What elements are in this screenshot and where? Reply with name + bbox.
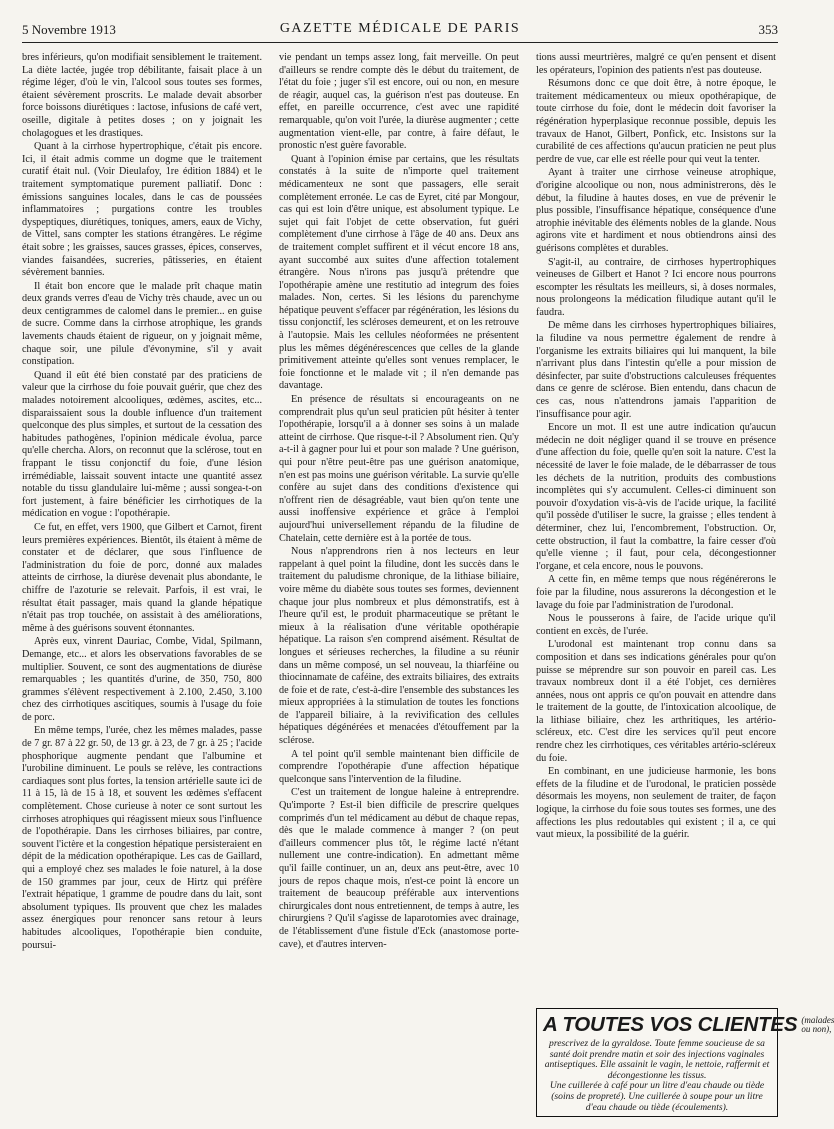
paragraph: C'est un traitement de longue haleine à entreprendre. Qu'importe ? Est-il bien difficile de prescrire quelques comprimés d'un tel médicament au début de chaque repas, dès que le malade commence à manger ? (on peut d'ailleurs commencer plus tôt, le régime lacté n'étant nullement une contre-indication). En admettant même qu'il faille continuer, un an, deux ans peut-être, avec 10 jours de repos chaque mois, n'est-ce point là encore un traitement de beaucoup préférable aux interventions chirurgicales dont nous entretiennent, de temps à autre, les chirurgiens ? Qu'il s'agisse de laparotomies avec drainage, de l'établissement d'une fistule d'Eck (anastomose porte-cave), et d'autres interven-: [279, 787, 519, 950]
paragraph: Ce fut, en effet, vers 1900, que Gilbert et Carnot, firent leurs premières expériences. Bientôt, ils étaient à même de constater et de déclarer, que sous l'influence de l'administration du foie de porc, donné aux malades atteints de cirrhose, la diurèse devenait plus abondante, le chiffre de l'azoturie se relevait. Parfois, il est vrai, le résultat était passager, mais quand la glande hépatique n'était pas trop touchée, on assistait à des améliorations, même à des guérisons souvent étonnantes.: [22, 521, 262, 634]
paragraph: A tel point qu'il semble maintenant bien difficile de comprendre l'opothérapie d'une affection hépatique quelconque sans l'intervention de la filudine.: [279, 748, 519, 785]
advertisement-dosage: Une cuillerée à café pour un litre d'eau chaude ou tiède (soins de propreté). Une cuillerée à soupe pour un litre d'eau chaude ou tiède (écoulements).: [549, 1080, 765, 1113]
page-header: [22, 18, 778, 43]
advertisement-text: prescrivez de la gyraldose. Toute femme soucieuse de sa santé doit prendre matin et soir des injections vaginales antiseptiques. Elle assainit le vagin, le nettoie, raffermit et décongestionne les tissus.: [544, 1038, 770, 1081]
paragraph: Quant à la cirrhose hypertrophique, c'était pis encore. Ici, il était admis comme un dogme que le traitement curatif était nul. (Voir Dieulafoy, 1re édition 1884) et le traitement symptomatique purement palliatif. Donc : émissions sanguines locales, dans le cas de poussées inflammatoires ; purgations contre les troubles dyspeptiques, diurétiques, toniques, amers, eaux de Vichy, de Vittel, sans compter les stations étrangères. Le régime était sobre ; les graisses, sauces grasses, épices, conserves, viandes faisandées, sucreries, pâtisseries, en étaient sévèrement bannies.: [22, 141, 262, 279]
column-3: [536, 52, 776, 952]
paragraph: Après eux, vinrent Dauriac, Combe, Vidal, Spilmann, Demange, etc... et alors les observations favorables de se multiplier. Souvent, ce sont des augmentations de diurèse remarquables ; les quantités d'urine, de 350, 750, 800 grammes s'élèvent respectivement à 2.100, 2.450, 3.100 chez des cirrhotiques ascitiques, soumis à l'usage du foie de porc.: [22, 636, 262, 723]
paragraph: Nous le pousserons à faire, de l'acide urique qu'il contient en excès, de l'urée.: [536, 613, 776, 637]
paragraph: vie pendant un temps assez long, fait merveille. On peut d'ailleurs se rendre compte dès le début du traitement, de l'état du foie ; juger s'il est encore, oui ou non, en mesure de réagir, auquel cas, la guérison n'est pas douteuse. En effet, en pareille occurrence, c'est avec une rapidité remarquable, qu'on voit l'urée, la diurèse augmenter ; cette augmentation vient-elle, par contre, à faire défaut, le pronostic n'est guère favorable.: [279, 52, 519, 152]
journal-title: GAZETTE MÉDICALE DE PARIS: [279, 21, 521, 36]
paragraph: Nous n'apprendrons rien à nos lecteurs en leur rappelant à quel point la filudine, dont les succès dans le traitement du paludisme chronique, de la lithiase biliaire, voire même du diabète sous toutes ses formes, deviennent chaque jour plus nombreux et plus démonstratifs, est à l'heure qu'il est, le produit pharmaceutique se prêtant le mieux à la réalisation d'une véritable opothérapie hépatique. La raison s'en comprend aisément. Résultat de longues et sérieuses recherches, la filudine a su réunir dans un même composé, un sel nouveau, la thiarféine ou thiocinnamate de caféine, des extraits biliaires, des extraits de foie et de rate, c'est-à-dire l'ensemble des substances les mieux appropriées à la stimulation de toutes les fonctions de l'appareil biliaire, à la revivification des cellules hépatiques dégénérées et menacées d'étouffement par la sclérose.: [279, 546, 519, 747]
paragraph: S'agit-il, au contraire, de cirrhoses hypertrophiques veineuses de Gilbert et Hanot ? Ici encore nous pourrons escompter les résultats les meilleurs, si, à doses normales, nous prolongeons la médication filudique autant qu'il le faudra.: [536, 256, 776, 318]
paragraph: Résumons donc ce que doit être, à notre époque, le traitement médicamenteux ou mieux opothérapique, de toute cirrhose du foie, dont le médecin doit favoriser la régénération hyperplasique reconnue possible, depuis les travaux de Hanot, Gilbert, Ponfick, etc. Insistons sur la curabilité de ces affections qu'aucun praticien ne peut plus perdre de vue, car elle est réelle pour qui veut la tenter.: [536, 78, 776, 165]
paragraph: L'urodonal est maintenant trop connu dans sa composition et dans ses indications générales pour qu'on puisse se méprendre sur son pouvoir en pareil cas. Les travaux nombreux dont il a été l'objet, ces dernières années, nous ont appris ce qu'on pouvait en attendre dans le traitement de la goutte, de l'intoxication alcoolique, de la lithiase biliaire, chez les arthritiques, les artério-scléreux, etc. C'est dire les services qu'il peut encore rendre chez les cirrhotiques, ces véritables artério-scléreux du foie.: [536, 639, 776, 764]
article-body: [22, 52, 834, 1117]
paragraph: bres inférieurs, qu'on modifiait sensiblement le traitement. La diète lactée, jugée trop débilitante, faisait place à un régime léger, d'où le vin, l'alcool sous toutes ses formes, étaient sévèrement proscrits. Le malade devait absorber force boissons diurétiques : lactose, infusions de café vert, oseille, digitale à petites doses ; on y joignait les cholagogues et les drastiques.: [22, 52, 262, 139]
advertisement-headline-note: (malades ou non),: [801, 1014, 834, 1034]
advertisement-headline-row: [543, 1013, 834, 1037]
paragraph: En même temps, l'urée, chez les mêmes malades, passe de 7 gr. 87 à 22 gr. 50, de 13 gr. à 23, de 7 gr. à 25 ; l'acide phosphorique augmente pendant que l'albumine et l'urobiline diminuent. Le pouls se relève, les contractions cardiaques sont plus fortes, la tension artérielle saute ici de 11 à 15, là de 15 à 18, et souvent les œdèmes s'effacent complètement. Chose curieuse à noter ce sont surtout les cirrhoses atrophiques qui réagissent mieux sous l'influence de l'opothérapie. Dans les cirrhoses biliaires, par contre, souvent l'ictère et la congestion hépatique persisteraient en dépit de la médication opothérapique. Les cas de Gaillard, qui a employé chez ses malades le foie naturel, à la dose de 150 grammes par jour, ceux de Hirtz qui préfère l'extrait hépatique, 1 gramme de poudre dans du lait, sont absolument typiques. Ils prouvent que chez les malades assez énergiques pour renoncer sans retour à leurs habitudes alcooliques, l'opothérapie bien conduite, poursui-: [22, 725, 262, 951]
paragraph: Il était bon encore que le malade prît chaque matin deux grands verres d'eau de Vichy très chaude, avec un ou deux centigrammes de calomel dans le premier... en guise de sucre. Comme dans la cirrhose atrophique, les grands lavements chauds étaient de rigueur, on y joignait même, chaque soir, une pilule d'évonymine, s'il y avait constipation.: [22, 280, 262, 368]
paragraph: tions aussi meurtrières, malgré ce qu'en pensent et disent les opérateurs, l'opinion des patients n'est pas douteuse.: [536, 52, 776, 76]
advertisement-box: [536, 1008, 834, 1117]
paragraph: Quant à l'opinion émise par certains, que les résultats constatés à la suite de n'importe quel traitement médicamenteux ne sont que passagers, elle serait complètement erronée. Le cas de Eyret, cité par Mongour, cas qui est loin d'être unique, est absolument typique. Le sujet qui fait l'objet de cette observation, fut guéri complètement d'une cirrhose à l'âge de 40 ans. Deux ans de traitement complet suffirent et il vécut encore 18 ans, ayant succombé aux suites d'une affection totalement étrangère. Nous n'irons pas jusqu'à prétendre que l'opothérapie amène une restitutio ad integrum des foies malades. Non, certes. Si les lésions du parenchyme hépatique peuvent s'effacer par régénération, les lésions du tissu conjonctif, les scléroses demeurent, et on les retrouve à l'autopsie. Mais les cellules néoformées ne présentent plus les mêmes dégénérescences que celles de la glande primitivement atteinte qu'elles sont venues remplacer, le foie fonctionne et le malade vit ; il n'en demande pas davantage.: [279, 153, 519, 392]
column-2: [279, 52, 519, 1117]
advertisement-headline: A TOUTES VOS CLIENTES: [543, 1013, 798, 1036]
paragraph: Ayant à traiter une cirrhose veineuse atrophique, d'origine alcoolique ou non, nous administrerons, dès le début, la filudine à hautes doses, en vue de prévenir le plus possible, l'insuffisance hépatique, conséquence d'une atrophie inévitable des éléments nobles de la glande. Nous agirons vite et hardiment et nous obtiendrons ainsi des guérisons complètes et durables.: [536, 167, 776, 254]
paragraph: Encore un mot. Il est une autre indication qu'aucun médecin ne doit négliger quand il se trouve en présence d'une affection du foie, quelle qu'en soit la nature. C'est la nécessité de laver le foie malade, de le débarrasser de tous les déchets de la nutrition, produits des combustions incomplètes qui s'y accumulent. Celles-ci diminuent son pouvoir d'oxydation vis-à-vis de l'acide urique, la facilité qu'il possède d'utiliser le sucre, la graisse ; elles tendent à déterminer, chez lui, l'encombrement, l'obstruction. Or, cette obstruction, il faut la combattre, la faire cesser d'où qu'elle vienne ; il faut, pour cela, décongestionner l'organe, et cela encore, nous le pouvons.: [536, 422, 776, 572]
paragraph: En présence de résultats si encourageants on ne comprendrait plus qu'un seul praticien pût hésiter à tenter l'opothérapie, lorsqu'il a à donner ses soins à un malade atteint de cirrhose. Que risque-t-il ? Absolument rien. Qu'y a-t-il à gagner pour lui et pour son malade ? Une guérison, qui pour n'être peut-être pas une guérison anatomique, n'en est pas moins une guérison véritable. La survie qu'elle confère au sujet dans des conditions d'existence qui n'offrent rien de désagréable, vaut bien qu'on tente une aussi inoffensive expérience et grâce à l'emploi aujourd'hui universellement répandu de la filudine de Chatelain, cette dernière est à la portée de tous.: [279, 394, 519, 544]
paragraph: En combinant, en une judicieuse harmonie, les bons effets de la filudine et de l'urodonal, le praticien possède désormais les moyens, non seulement de traiter, de façon logique, la cirrhose du foie sous toutes ses formes, une des affections les plus redoutables qui existent ; il a, ce qui vaut mieux, la possibilité de la guérir.: [536, 766, 776, 841]
column-1: [22, 52, 262, 1117]
page-number: 353: [758, 22, 778, 37]
paragraph: De même dans les cirrhoses hypertrophiques biliaires, la filudine va nous permettre également de rendre à l'organisme les extraits biliaires qui lui manquent, la bile n'arrivant plus dans l'intestin qu'elle a pour mission de désinfecter, par suite d'obstructions calculeuses fréquentes dans ce genre de sclérose. Bien entendu, dans chacun de ces cas, nous n'attendrons jamais l'apparition de l'insuffisance pour agir.: [536, 320, 776, 420]
issue-date: 5 Novembre 1913: [22, 22, 116, 37]
paragraph: A cette fin, en même temps que nous régénérerons le foie par la filudine, nous assurerons la décongestion et le lavage du foie par l'administration de l'urodonal.: [536, 574, 776, 611]
paragraph: Quand il eût été bien constaté par des praticiens de valeur que la cirrhose du foie pouvait guérir, que chez des malades notoirement alcooliques, œdèmes, ascites, etc... disparaissaient sous la double influence d'un traitement quelconque des plus simples, et surtout de la cessation des habitudes pathogènes, l'opinion médicale évolua, parce qu'elle chercha. Alors, on reconnut que la sclérose, tout en frappant le tissu conjonctif du foie, d'une lésion irrémédiable, laissait souvent intacte une quantité assez notable du tissu glandulaire lui-même ; aussi songea-t-on fort justement, à faire bénéficier les cirrhotiques de la médication en vogue : l'opothérapie.: [22, 369, 262, 520]
